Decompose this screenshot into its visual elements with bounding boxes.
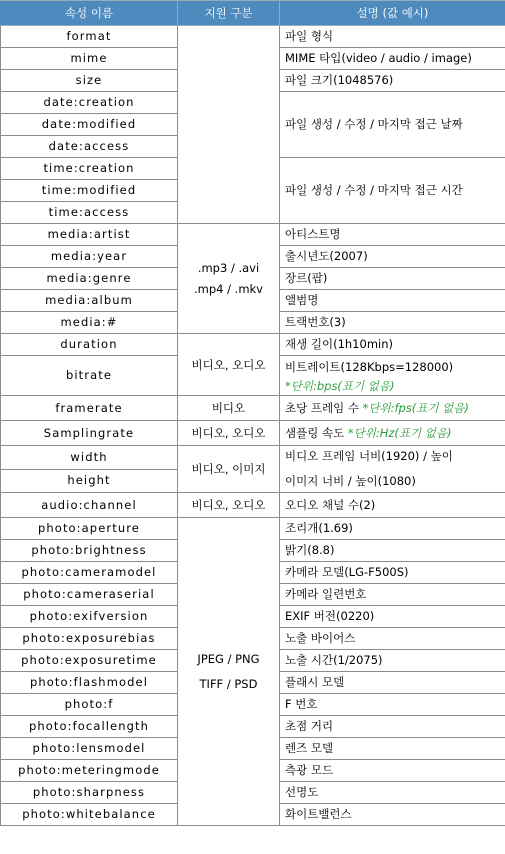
attr-time-creation: time:creation bbox=[1, 158, 178, 180]
attr-media-genre: media:genre bbox=[1, 268, 178, 290]
table-row bbox=[1, 26, 505, 48]
desc-photo-cameraserial: 카메라 일련번호 bbox=[280, 584, 505, 606]
desc-photo-brightness: 밝기(8.8) bbox=[280, 540, 505, 562]
table-row bbox=[1, 493, 505, 518]
support-media-line1: .mp3 / .avi bbox=[197, 260, 260, 275]
attr-photo-sharpness: photo:sharpness bbox=[1, 782, 178, 804]
table-row bbox=[1, 421, 505, 446]
desc-format: 파일 형식 bbox=[280, 26, 505, 48]
attr-photo-exposuretime: photo:exposuretime bbox=[1, 650, 178, 672]
desc-photo-whitebalance: 화이트밸런스 bbox=[280, 804, 505, 826]
desc-photo-focallength: 초점 거리 bbox=[280, 716, 505, 738]
desc-samplingrate bbox=[280, 421, 505, 446]
header-attribute-name: 속성 이름 bbox=[1, 1, 178, 26]
desc-media-track: 트랙번호(3) bbox=[280, 312, 505, 334]
desc-photo-cameramodel: 카메라 모델(LG-F500S) bbox=[280, 562, 505, 584]
support-video: 비디오 bbox=[178, 396, 280, 421]
attr-photo-aperture: photo:aperture bbox=[1, 518, 178, 540]
attr-photo-exposurebias: photo:exposurebias bbox=[1, 628, 178, 650]
header-support: 지원 구분 bbox=[178, 1, 280, 26]
attr-width: width bbox=[1, 446, 178, 470]
desc-time: 파일 생성 / 수정 / 마지막 접근 시간 bbox=[280, 158, 505, 224]
desc-media-year: 출시년도(2007) bbox=[280, 246, 505, 268]
desc-width-height bbox=[280, 446, 505, 493]
attr-samplingrate: Samplingrate bbox=[1, 421, 178, 446]
attr-photo-focallength: photo:focallength bbox=[1, 716, 178, 738]
attr-bitrate: bitrate bbox=[1, 356, 178, 396]
attr-size: size bbox=[1, 70, 178, 92]
support-photo-line2: TIFF / PSD bbox=[199, 676, 258, 691]
desc-photo-flashmodel: 플래시 모델 bbox=[280, 672, 505, 694]
support-photo-line1: JPEG / PNG bbox=[197, 651, 260, 666]
desc-framerate-note: *단위:fps(표기 없음) bbox=[362, 400, 469, 415]
attr-photo-meteringmode: photo:meteringmode bbox=[1, 760, 178, 782]
table-row bbox=[1, 334, 505, 356]
desc-bitrate bbox=[280, 356, 505, 396]
desc-width: 비디오 프레임 너비(1920) / 높이 bbox=[285, 449, 453, 463]
desc-photo-sharpness: 선명도 bbox=[280, 782, 505, 804]
desc-date: 파일 생성 / 수정 / 마지막 접근 날짜 bbox=[280, 92, 505, 158]
desc-media-genre: 장르(팝) bbox=[280, 268, 505, 290]
attr-duration: duration bbox=[1, 334, 178, 356]
attr-photo-whitebalance: photo:whitebalance bbox=[1, 804, 178, 826]
desc-samplingrate-text: 샘플링 속도 bbox=[285, 425, 348, 440]
header-row bbox=[1, 1, 505, 26]
desc-photo-meteringmode: 측광 모드 bbox=[280, 760, 505, 782]
desc-photo-exifversion: EXIF 버전(0220) bbox=[280, 606, 505, 628]
support-video-audio: 비디오, 오디오 bbox=[178, 334, 280, 396]
attr-photo-flashmodel: photo:flashmodel bbox=[1, 672, 178, 694]
attr-date-creation: date:creation bbox=[1, 92, 178, 114]
desc-media-artist: 아티스트명 bbox=[280, 224, 505, 246]
desc-height: 이미지 너비 / 높이(1080) bbox=[285, 474, 416, 488]
attr-photo-cameraserial: photo:cameraserial bbox=[1, 584, 178, 606]
support-video-audio-3: 비디오, 오디오 bbox=[178, 493, 280, 518]
table-row bbox=[1, 446, 505, 470]
desc-photo-exposuretime: 노출 시간(1/2075) bbox=[280, 650, 505, 672]
attr-time-access: time:access bbox=[1, 202, 178, 224]
attr-mime: mime bbox=[1, 48, 178, 70]
desc-bitrate-note: *단위:bps(표기 없음) bbox=[285, 379, 395, 393]
attr-format: format bbox=[1, 26, 178, 48]
attr-media-year: media:year bbox=[1, 246, 178, 268]
attr-photo-brightness: photo:brightness bbox=[1, 540, 178, 562]
table-row bbox=[1, 518, 505, 540]
desc-media-album: 앨범명 bbox=[280, 290, 505, 312]
support-video-audio-2: 비디오, 오디오 bbox=[178, 421, 280, 446]
desc-framerate bbox=[280, 396, 505, 421]
attr-photo-f: photo:f bbox=[1, 694, 178, 716]
desc-mime: MIME 타입(video / audio / image) bbox=[280, 48, 505, 70]
table-row bbox=[1, 224, 505, 246]
attr-media-artist: media:artist bbox=[1, 224, 178, 246]
attr-height: height bbox=[1, 469, 178, 493]
attr-framerate: framerate bbox=[1, 396, 178, 421]
desc-duration: 재생 길이(1h10min) bbox=[280, 334, 505, 356]
table-row bbox=[1, 396, 505, 421]
support-media bbox=[178, 224, 280, 334]
attr-photo-lensmodel: photo:lensmodel bbox=[1, 738, 178, 760]
attr-photo-cameramodel: photo:cameramodel bbox=[1, 562, 178, 584]
desc-framerate-text: 초당 프레임 수 bbox=[285, 400, 363, 415]
desc-audio-channel: 오디오 채널 수(2) bbox=[280, 493, 505, 518]
attr-audio-channel: audio:channel bbox=[1, 493, 178, 518]
desc-bitrate-text: 비트레이트(128Kbps=128000) bbox=[285, 360, 454, 374]
support-video-image: 비디오, 이미지 bbox=[178, 446, 280, 493]
support-photo bbox=[178, 518, 280, 826]
desc-photo-exposurebias: 노출 바이어스 bbox=[280, 628, 505, 650]
desc-photo-lensmodel: 렌즈 모델 bbox=[280, 738, 505, 760]
attr-date-access: date:access bbox=[1, 136, 178, 158]
attr-time-modified: time:modified bbox=[1, 180, 178, 202]
desc-photo-f: F 번호 bbox=[280, 694, 505, 716]
desc-photo-aperture: 조리개(1.69) bbox=[280, 518, 505, 540]
support-file bbox=[178, 26, 280, 224]
desc-size: 파일 크기(1048576) bbox=[280, 70, 505, 92]
attr-media-album: media:album bbox=[1, 290, 178, 312]
attr-media-track: media:# bbox=[1, 312, 178, 334]
support-media-line2: .mp4 / .mkv bbox=[194, 281, 263, 296]
header-description: 설명 (값 예시) bbox=[280, 1, 505, 26]
attr-date-modified: date:modified bbox=[1, 114, 178, 136]
desc-samplingrate-note: *단위:Hz(표기 없음) bbox=[347, 425, 452, 440]
attr-photo-exifversion: photo:exifversion bbox=[1, 606, 178, 628]
